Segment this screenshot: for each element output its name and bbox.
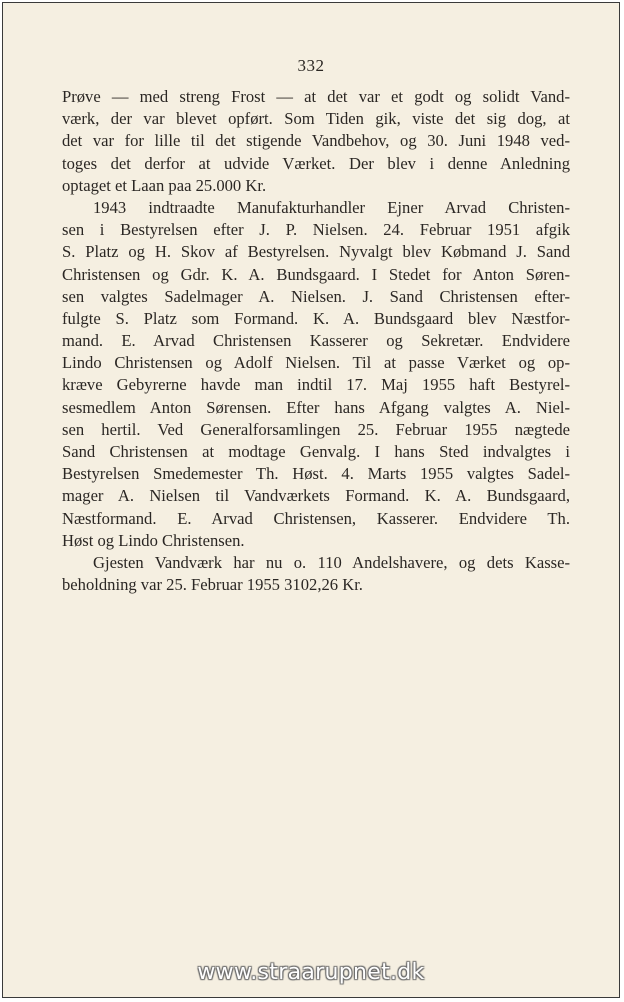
text-line: sen hertil. Ved Generalforsamlingen 25. Februar 1955 nægtede xyxy=(62,419,570,439)
text-line: optaget et Laan paa 25.000 Kr. xyxy=(62,175,267,195)
text-line: sesmedlem Anton Sørensen. Efter hans Afgang valgtes A. Niel- xyxy=(62,397,570,417)
text-line: Prøve — med streng Frost — at det var et godt og solidt Vand- xyxy=(62,87,570,106)
text-line: Sand Christensen at modtage Genvalg. I hans Sted indvalgtes i xyxy=(62,442,570,461)
text-line: sen valgtes Sadelmager A. Nielsen. J. Sand Christensen efter- xyxy=(62,286,570,306)
text-line: Høst og Lindo Christensen. xyxy=(62,530,245,550)
text-line: fulgte S. Platz som Formand. K. A. Bundsgaard blev Næstfor- xyxy=(62,308,570,328)
text-line: mand. E. Arvad Christensen Kasserer og Sekretær. Endvidere xyxy=(62,331,570,351)
text-line: Lindo Christensen og Adolf Nielsen. Til at passe Værket og op- xyxy=(62,353,570,373)
text-line: sen i Bestyrelsen efter J. P. Nielsen. 24. Februar 1951 afgik xyxy=(62,220,570,240)
text-line: toges det derfor at udvide Værket. Der blev i denne Anledning xyxy=(62,153,570,173)
page-frame xyxy=(2,2,620,998)
text-line: værk, der var blevet opført. Som Tiden gik, viste det sig dog, at xyxy=(62,109,570,129)
text-line: beholdning var 25. Februar 1955 3102,26 Kr. xyxy=(62,575,363,595)
text-line: Næstformand. E. Arvad Christensen, Kasserer. Endvidere Th. xyxy=(62,508,570,528)
watermark-text: www.straarupnet.dk xyxy=(197,960,425,985)
text-line: Bestyrelsen Smedemester Th. Høst. 4. Marts 1955 valgtes Sadel- xyxy=(62,464,570,484)
text-line: 1943 indtraadte Manufakturhandler Ejner Arvad Christen- xyxy=(93,197,570,217)
text-line: det var for lille til det stigende Vandbehov, og 30. Juni 1948 ved- xyxy=(62,131,570,151)
text-line: Christensen og Gdr. K. A. Bundsgaard. I Stedet for Anton Søren- xyxy=(62,264,570,284)
text-line: Gjesten Vandværk har nu o. 110 Andelshavere, og dets Kasse- xyxy=(93,552,570,572)
page-number: 332 xyxy=(297,56,325,75)
text-line: mager A. Nielsen til Vandværkets Formand. K. A. Bundsgaard, xyxy=(62,486,570,506)
text-line: kræve Gebyrerne havde man indtil 17. Maj 1955 haft Bestyrel- xyxy=(62,375,570,395)
text-line: S. Platz og H. Skov af Bestyrelsen. Nyvalgt blev Købmand J. Sand xyxy=(62,242,570,262)
body-text xyxy=(62,86,570,596)
